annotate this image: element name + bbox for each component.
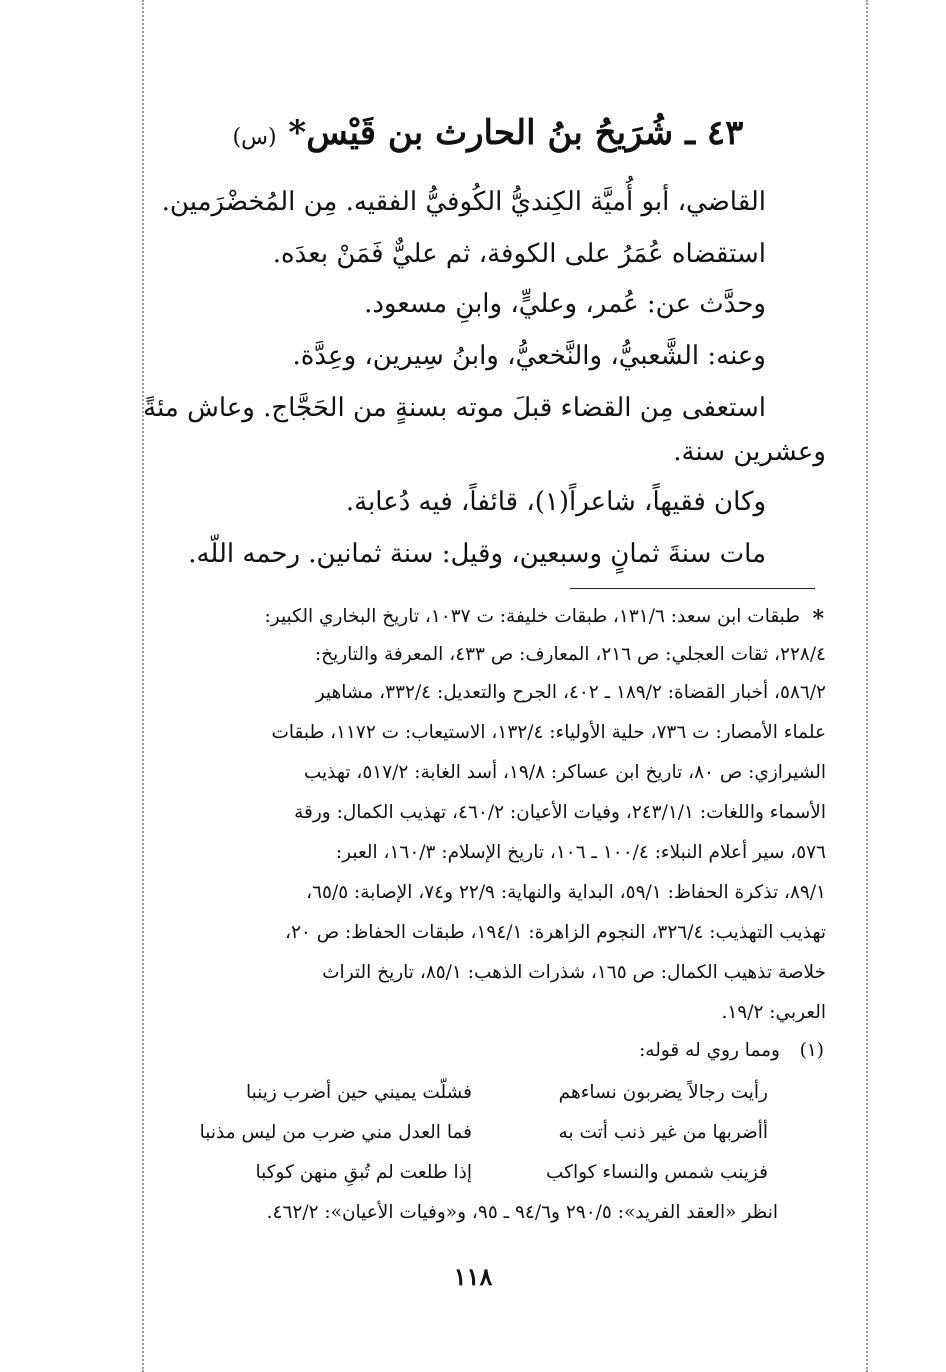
verse-2-second: فما العدل مني ضرب من ليس مذنبا — [199, 1122, 472, 1143]
sources-line: ٨٩/١، تذكرة الحفاظ: ٥٩/١، البداية والنهاية: ٢٢/٩ و٧٤، الإصابة: ٦٥/٥، — [306, 882, 826, 903]
footnote-1-reference: انظر «العقد الفريد»: ٢٩٠/٥ و٩٤/٦ ـ ٩٥، و«وفيات الأعيان»: ٤٦٢/٢. — [266, 1202, 778, 1223]
entry-heading — [210, 108, 766, 163]
sources-line: ٥٨٦/٢، أخبار القضاة: ١٨٩/٢ ـ ٤٠٢، الجرح والتعديل: ٣٣٢/٤، مشاهير — [315, 682, 826, 703]
body-line-6: وعشرين سنة. — [673, 437, 826, 467]
body-line-3: وحدَّث عن: عُمر، وعليٍّ، وابنِ مسعود. — [364, 289, 766, 319]
sources-line: ٥٧٦، سير أعلام النبلاء: ١٠٠/٤ ـ ١٠٦، تاريخ الإسلام: ١٦٠/٣، العبر: — [335, 842, 826, 863]
body-line-5: استعفى مِن القضاء قبلَ موته بسنةٍ من الحَجَّاج. وعاش مئةً — [143, 393, 766, 423]
verse-1-second: فشلّت يميني حين أضرب زينبا — [245, 1082, 472, 1103]
title-footnote-star: * — [288, 113, 307, 153]
sources-line: ٢٢٨/٤، ثقات العجلي: ص ٢١٦، المعارف: ص ٤٣٣، المعرفة والتاريخ: — [314, 644, 826, 665]
verse-1-first: رأيت رجالاً يضربون نساءهم — [558, 1082, 768, 1103]
body-line-8: مات سنةَ ثمانٍ وسبعين، وقيل: سنة ثمانين. رحمه اللّه. — [188, 539, 766, 569]
sources-line: تهذيب التهذيب: ٣٢٦/٤، النجوم الزاهرة: ١٩٤/١، طبقات الحفاظ: ص ٢٠، — [284, 922, 826, 943]
footnote-separator — [570, 588, 815, 589]
footnote-star-marker: * — [812, 606, 824, 632]
sources-line: خلاصة تذهيب الكمال: ص ١٦٥، شذرات الذهب: ٨٥/١، تاريخ التراث — [322, 962, 826, 983]
sources-line: الأسماء واللغات: ٢٤٣/١/١، وفيات الأعيان: ٤٦٠/٢، تهذيب الكمال: ورقة — [294, 802, 826, 823]
footnote-1-intro: ومما روي له قوله: — [639, 1040, 780, 1061]
body-line-2: استقضاه عُمَرُ على الكوفة، ثم عليٌّ فَمَنْ بعدَه. — [272, 239, 766, 269]
footnote-1-marker: (١) — [799, 1040, 824, 1061]
verse-2-first: أأضربها من غير ذنب أتت به — [558, 1122, 768, 1143]
body-line-7: وكان فقيهاً، شاعراً(١)، قائفاً، فيه دُعابة. — [345, 487, 766, 517]
sources-line: الشيرازي: ص ٨٠، تاريخ ابن عساكر: ١٩/٨، أسد الغابة: ٥١٧/٢، تهذيب — [303, 762, 826, 783]
sources-line: العربي: ١٩/٢. — [721, 1002, 826, 1023]
entry-title: ٤٣ ـ شُرَيحُ بنُ الحارث بن قَيْس — [306, 113, 744, 153]
sources-line: طبقات ابن سعد: ١٣١/٦، طبقات خليفة: ت ١٠٣٧، تاريخ البخاري الكبير: — [264, 606, 800, 627]
sources-line: علماء الأمصار: ت ٧٣٦، حلية الأولياء: ١٣٢/٤، الاستيعاب: ت ١١٧٢، طبقات — [271, 722, 826, 743]
verse-3-second: إذا طلعت لم تُبقِ منهن كوكبا — [255, 1162, 472, 1183]
entry-sigla: (س) — [232, 125, 277, 150]
body-line-1: القاضي، أبو أُميَّة الكِنديُّ الكُوفيُّ الفقيه. مِن المُخضْرَمين. — [161, 187, 766, 217]
page-number: ١١٨ — [453, 1262, 493, 1291]
body-line-4: وعنه: الشَّعبيُّ، والنَّخعيُّ، وابنُ سِيرين، وعِدَّة. — [292, 341, 766, 371]
verse-3-first: فزينب شمس والنساء كواكب — [546, 1162, 768, 1183]
